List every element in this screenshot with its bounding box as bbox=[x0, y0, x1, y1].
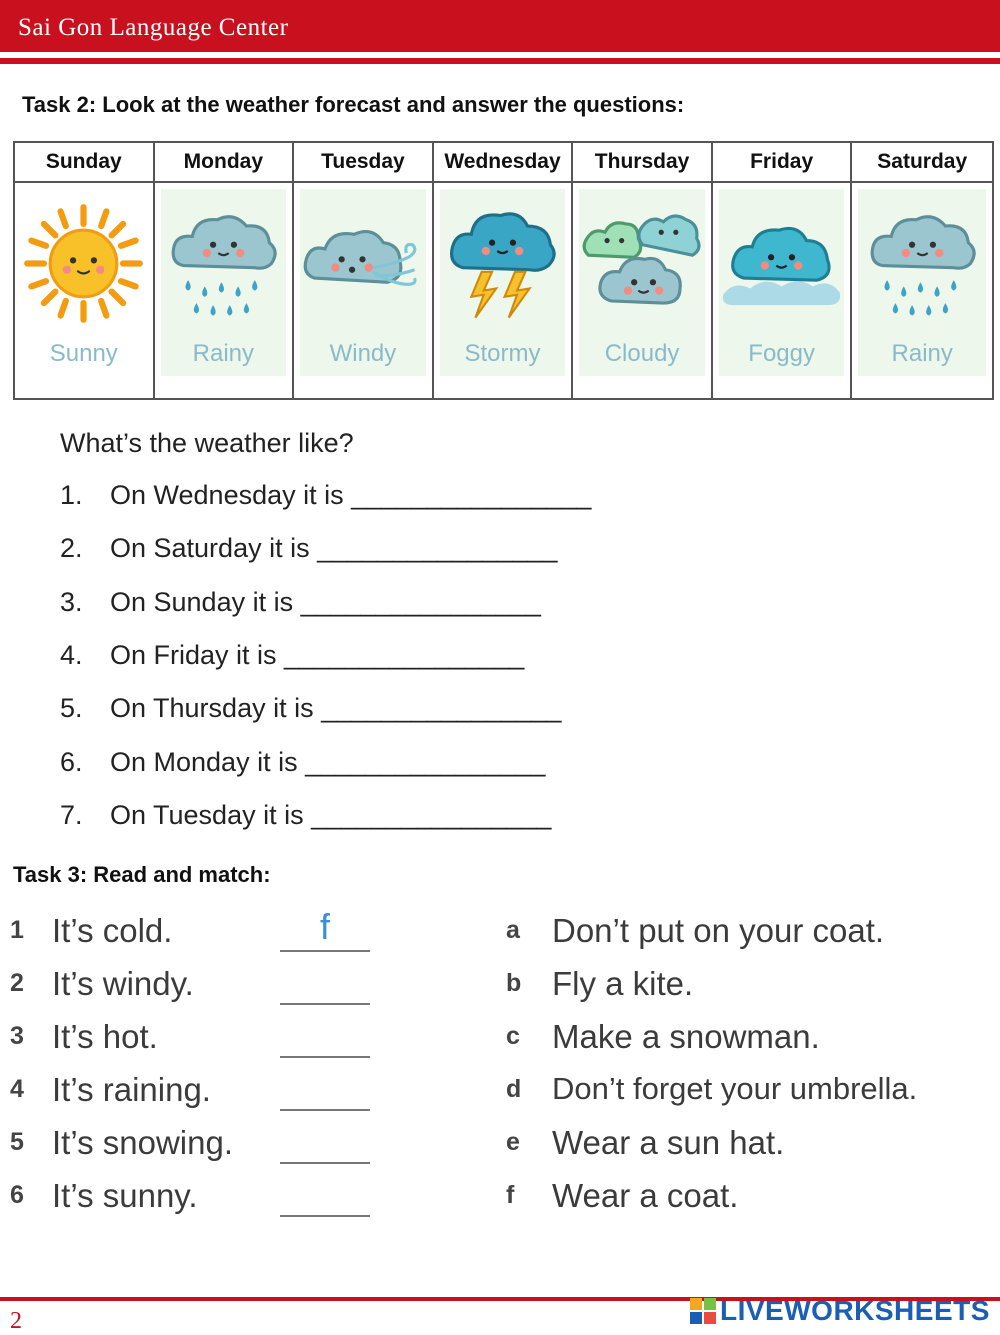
rain-cloud-icon bbox=[161, 201, 287, 326]
answer-blank[interactable] bbox=[280, 1071, 370, 1111]
answer-blank[interactable] bbox=[280, 1124, 370, 1164]
question-item bbox=[60, 640, 524, 671]
match-left-item bbox=[10, 906, 470, 956]
question-number: 3. bbox=[60, 587, 83, 617]
match-right-item bbox=[506, 912, 996, 956]
storm-cloud-icon bbox=[440, 201, 566, 326]
answer-blank[interactable] bbox=[280, 1177, 370, 1217]
brand-wordmark: LIVEWORKSHEETS bbox=[720, 1295, 990, 1326]
day-column-tuesday bbox=[294, 143, 434, 398]
header-bar bbox=[0, 0, 1000, 52]
day-name: Tuesday bbox=[294, 143, 432, 183]
day-name: Sunday bbox=[15, 143, 153, 183]
question-text: On Friday it is ________________ bbox=[110, 640, 525, 670]
match-right-item bbox=[506, 965, 996, 1009]
answer-blank[interactable] bbox=[280, 965, 370, 1005]
page-number: 2 bbox=[10, 1308, 22, 1334]
weather-panel bbox=[579, 189, 705, 376]
match-letter: e bbox=[506, 1128, 520, 1156]
match-left-item bbox=[10, 965, 470, 1009]
match-letter: b bbox=[506, 969, 522, 997]
match-sentence: It’s raining. bbox=[52, 1071, 211, 1108]
weather-label: Foggy bbox=[748, 340, 815, 367]
match-right-item bbox=[506, 1018, 996, 1062]
answer-text: f bbox=[319, 906, 330, 947]
weather-panel bbox=[719, 189, 845, 376]
weather-label: Rainy bbox=[891, 340, 953, 367]
answer-blank[interactable] bbox=[280, 906, 370, 952]
day-column-saturday bbox=[852, 143, 992, 398]
question-number: 6. bbox=[60, 747, 83, 777]
match-advice: Don’t put on your coat. bbox=[552, 912, 885, 949]
weather-panel bbox=[161, 189, 287, 376]
match-left-item bbox=[10, 1177, 470, 1221]
question-text: On Sunday it is ________________ bbox=[110, 587, 541, 617]
match-left-item bbox=[10, 1018, 470, 1062]
match-number: 6 bbox=[10, 1181, 24, 1209]
match-letter: c bbox=[506, 1022, 520, 1050]
weather-forecast-table bbox=[13, 141, 994, 400]
match-letter: f bbox=[506, 1181, 515, 1209]
match-letter: d bbox=[506, 1075, 522, 1103]
match-advice: Fly a kite. bbox=[552, 965, 694, 1002]
question-lead: What’s the weather like? bbox=[60, 428, 354, 458]
question-item bbox=[60, 533, 557, 564]
weather-panel bbox=[300, 189, 426, 376]
day-column-thursday bbox=[573, 143, 713, 398]
day-column-wednesday bbox=[434, 143, 574, 398]
question-item bbox=[60, 747, 545, 778]
weather-label: Stormy bbox=[464, 340, 541, 367]
day-name: Saturday bbox=[852, 143, 992, 183]
match-number: 2 bbox=[10, 969, 24, 997]
match-sentence: It’s sunny. bbox=[52, 1177, 198, 1214]
question-text: On Wednesday it is ________________ bbox=[110, 480, 592, 510]
question-number: 2. bbox=[60, 533, 83, 563]
question-item bbox=[60, 800, 551, 831]
fog-cloud-icon bbox=[719, 201, 845, 326]
day-name: Friday bbox=[713, 143, 851, 183]
question-text: On Thursday it is ________________ bbox=[110, 693, 562, 723]
day-name: Wednesday bbox=[434, 143, 572, 183]
question-number: 7. bbox=[60, 800, 83, 830]
match-right-item bbox=[506, 1071, 996, 1115]
match-left-item bbox=[10, 1071, 470, 1115]
match-number: 3 bbox=[10, 1022, 24, 1050]
match-sentence: It’s windy. bbox=[52, 965, 194, 1002]
question-item bbox=[60, 587, 541, 618]
weather-label: Windy bbox=[329, 340, 397, 367]
weather-label: Rainy bbox=[192, 340, 255, 367]
liveworksheets-logo[interactable] bbox=[690, 1295, 990, 1327]
weather-label: Cloudy bbox=[604, 340, 680, 367]
day-column-sunday bbox=[15, 143, 155, 398]
question-text: On Saturday it is ________________ bbox=[110, 533, 558, 563]
weather-panel bbox=[21, 189, 147, 376]
question-number: 5. bbox=[60, 693, 83, 723]
question-item bbox=[60, 693, 561, 724]
day-column-monday bbox=[155, 143, 295, 398]
match-sentence: It’s hot. bbox=[52, 1018, 158, 1055]
day-column-friday bbox=[713, 143, 853, 398]
answer-blank[interactable] bbox=[280, 1018, 370, 1058]
match-right-item bbox=[506, 1177, 996, 1221]
day-name: Thursday bbox=[573, 143, 711, 183]
task2-title: Task 2: Look at the weather forecast and answer the questions: bbox=[22, 92, 685, 117]
match-advice: Wear a coat. bbox=[552, 1177, 739, 1214]
clouds-icon bbox=[579, 201, 705, 326]
question-text: On Monday it is ________________ bbox=[110, 747, 546, 777]
weather-panel bbox=[858, 189, 986, 376]
question-number: 1. bbox=[60, 480, 83, 510]
match-right-item bbox=[506, 1124, 996, 1168]
weather-label: Sunny bbox=[49, 340, 118, 367]
rain-cloud-icon bbox=[858, 201, 986, 326]
task3-title: Task 3: Read and match: bbox=[13, 862, 271, 887]
match-sentence: It’s cold. bbox=[52, 912, 173, 949]
wind-cloud-icon bbox=[300, 201, 426, 326]
question-number: 4. bbox=[60, 640, 83, 670]
match-number: 5 bbox=[10, 1128, 24, 1156]
center-title: Sai Gon Language Center bbox=[18, 14, 289, 41]
day-name: Monday bbox=[155, 143, 293, 183]
header-divider bbox=[0, 58, 1000, 64]
match-number: 4 bbox=[10, 1075, 24, 1103]
match-advice: Make a snowman. bbox=[552, 1018, 820, 1055]
weather-panel bbox=[440, 189, 566, 376]
sun-icon bbox=[21, 201, 147, 326]
match-letter: a bbox=[506, 916, 520, 944]
question-item bbox=[60, 480, 591, 511]
liveworksheets-mark-icon bbox=[690, 1298, 716, 1324]
match-number: 1 bbox=[10, 916, 24, 944]
match-advice: Wear a sun hat. bbox=[552, 1124, 785, 1161]
match-sentence: It’s snowing. bbox=[52, 1124, 233, 1161]
question-text: On Tuesday it is ________________ bbox=[110, 800, 552, 830]
match-left-item bbox=[10, 1124, 470, 1168]
match-advice: Don’t forget your umbrella. bbox=[552, 1071, 918, 1106]
